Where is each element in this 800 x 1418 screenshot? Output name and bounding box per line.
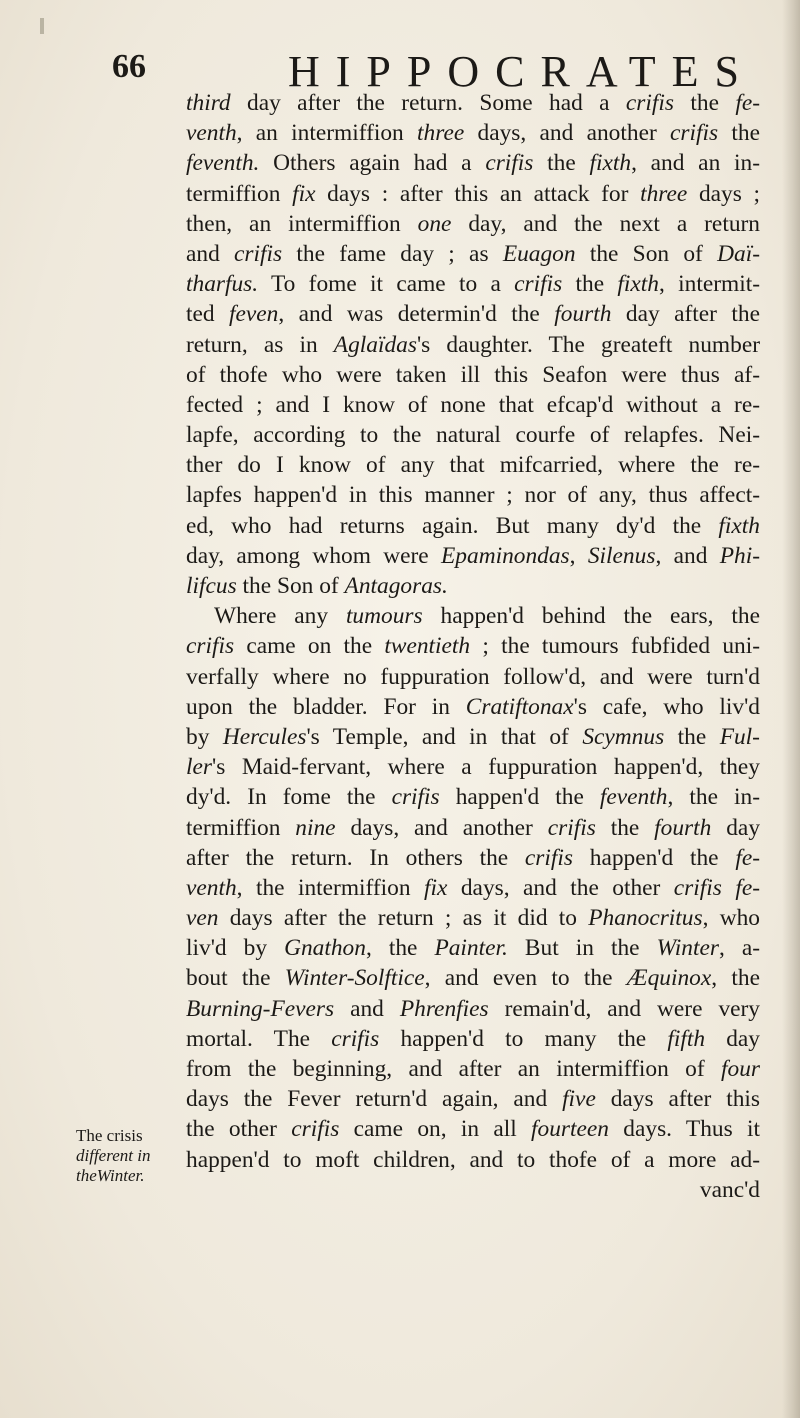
text-run: , the — [711, 965, 760, 992]
text-run: day, among whom were — [186, 542, 442, 569]
italic-word: crifis — [391, 784, 440, 811]
italic-word: crifis — [186, 633, 235, 660]
italic-word: Scymnus — [582, 723, 665, 750]
text-line — [186, 752, 760, 782]
text-line — [186, 782, 760, 812]
italic-word: crifis — [524, 844, 573, 871]
italic-word: three — [640, 180, 688, 207]
italic-word: Phrenfies — [399, 995, 489, 1022]
italic-word: third — [186, 90, 231, 116]
text-run: days after the return ; as it did to — [218, 905, 589, 932]
italic-word: Æquinox — [626, 965, 712, 992]
text-run: days ; — [687, 180, 761, 207]
body-text — [186, 88, 760, 1205]
text-run: , a- — [718, 935, 760, 962]
text-run: But in the — [507, 935, 657, 962]
italic-word: Silenus — [587, 542, 656, 569]
italic-word: four — [721, 1056, 760, 1082]
italic-word: Winter — [656, 935, 719, 962]
italic-word: ler — [186, 754, 212, 781]
text-line — [186, 511, 760, 541]
text-line — [186, 1054, 760, 1084]
text-line — [186, 299, 760, 329]
text-run: happen'd the — [573, 844, 736, 871]
text-run: fected ; and I know of none that efcap'd without a re- — [186, 391, 760, 418]
text-run: verfally where no fuppuration follow'd, and were turn'd — [186, 663, 760, 690]
text-run: from the beginning, and after an intermiffion of — [186, 1056, 721, 1082]
italic-word: three — [417, 120, 465, 147]
italic-word: venth — [186, 874, 237, 901]
italic-word: one — [417, 210, 452, 237]
text-run: days after this — [595, 1086, 760, 1113]
text-run: after the return. In others the — [186, 844, 525, 871]
text-line — [186, 118, 760, 148]
text-line — [186, 692, 760, 722]
text-run: then, an intermiffion — [186, 210, 418, 237]
text-run: came on the — [234, 633, 385, 660]
text-run: , — [569, 542, 588, 569]
italic-word: ven — [186, 905, 219, 932]
text-run: the fame day ; as — [282, 240, 503, 267]
italic-word: Ful- — [719, 723, 760, 750]
text-line — [186, 179, 760, 209]
text-line — [186, 722, 760, 752]
italic-word: Phi- — [719, 542, 760, 569]
text-run: days the Fever return'd again, and — [186, 1086, 563, 1113]
text-line — [186, 873, 760, 903]
text-line — [186, 903, 760, 933]
italic-word: crifis — [291, 1116, 340, 1143]
text-line — [186, 843, 760, 873]
italic-word: fixth — [617, 271, 659, 298]
italic-word: Aglaïdas — [333, 331, 417, 358]
italic-word: crifis — [673, 874, 722, 901]
margin-note-line: The crisis — [76, 1126, 143, 1145]
text-run: termiffion — [186, 814, 296, 841]
text-run: 's daughter. The greateft number — [416, 331, 760, 358]
italic-word: fourth — [654, 814, 712, 841]
text-run: days. Thus it — [609, 1116, 760, 1143]
text-run: To fome it came to a — [258, 271, 515, 298]
page-edge-shadow — [782, 0, 800, 1418]
italic-word: Hercules — [222, 723, 307, 750]
text-run: return, as in — [186, 331, 334, 358]
text-run: termiffion — [186, 180, 293, 207]
text-run: and — [334, 995, 400, 1022]
text-run: the — [595, 814, 655, 841]
text-run: days, and another — [464, 120, 671, 147]
italic-word: crifis — [514, 271, 563, 298]
text-run: , intermit- — [659, 271, 760, 298]
text-line — [186, 420, 760, 450]
text-run: the other — [186, 1116, 292, 1143]
italic-word: Epaminondas — [441, 542, 570, 569]
italic-word: fe- — [735, 874, 760, 901]
text-run: 's Temple, and in that of — [306, 723, 583, 750]
text-line — [186, 390, 760, 420]
text-line — [186, 239, 760, 269]
text-run: of thofe who were taken ill this Seafon were thus af- — [186, 361, 760, 388]
text-line — [186, 88, 760, 118]
italic-word: Daï- — [717, 240, 760, 267]
text-run: 's Maid-fervant, where a fuppuration happen'd, they — [211, 754, 760, 781]
text-run: happen'd behind the ears, the — [422, 603, 760, 630]
margin-note-line: different in — [76, 1146, 151, 1165]
text-run: Where any — [214, 603, 346, 630]
text-run: , and even to the — [424, 965, 627, 992]
text-run: and — [186, 240, 235, 267]
text-run: Others again had a — [259, 150, 486, 177]
margin-note — [76, 1126, 188, 1186]
italic-word: Painter. — [434, 935, 508, 962]
text-run: the — [718, 120, 760, 147]
italic-word: fix — [424, 874, 448, 901]
text-run: day — [705, 1025, 761, 1052]
italic-word: Winter-Solftice — [284, 965, 425, 992]
text-run: ther do I know of any that mifcarried, where the re- — [186, 452, 760, 479]
text-line — [186, 330, 760, 360]
text-run: the — [533, 150, 590, 177]
text-run: , an intermiffion — [236, 120, 418, 147]
italic-word: Euagon — [502, 240, 576, 267]
text-run: the — [562, 271, 618, 298]
text-line — [186, 269, 760, 299]
italic-word: nine — [295, 814, 336, 841]
text-run: the — [664, 723, 720, 750]
text-run: 's cafe, who liv'd — [573, 693, 760, 720]
text-run: day — [711, 814, 761, 841]
running-title: HIPPOCRATES — [288, 47, 755, 96]
text-line — [186, 1114, 760, 1144]
text-line — [186, 571, 760, 601]
page-margin-mark — [40, 18, 44, 34]
text-line — [186, 541, 760, 571]
text-run: remain'd, and were very — [488, 995, 761, 1022]
italic-word: fe- — [735, 90, 760, 116]
text-run: ted — [186, 301, 230, 328]
italic-word: crifis — [485, 150, 534, 177]
text-run — [722, 875, 735, 901]
italic-word: five — [562, 1086, 596, 1113]
text-line — [186, 631, 760, 661]
italic-word: crifis — [234, 240, 283, 267]
italic-word: fifth — [667, 1025, 706, 1052]
text-run: came on, in all — [339, 1116, 532, 1143]
text-run: , and was determin'd the — [278, 301, 555, 328]
italic-word: fixth — [718, 512, 760, 539]
italic-word: twentieth — [384, 633, 471, 660]
text-run: vanc'd — [699, 1176, 760, 1203]
text-run: upon the bladder. For in — [186, 693, 466, 720]
text-run: mortal. The — [186, 1025, 332, 1052]
text-run: , the intermiffion — [236, 874, 425, 901]
text-line — [186, 480, 760, 510]
italic-word: Cratiftonax — [465, 693, 574, 720]
text-run: happen'd to many the — [379, 1025, 668, 1052]
text-line — [186, 1145, 760, 1175]
text-run: days, and the other — [447, 874, 674, 901]
text-run: liv'd by — [186, 935, 285, 962]
italic-word: feventh — [599, 784, 668, 811]
italic-word: tharfus. — [186, 271, 259, 298]
text-run: happen'd to moft children, and to thofe of a more ad- — [186, 1146, 760, 1173]
text-line — [186, 994, 760, 1024]
text-line — [186, 601, 760, 631]
text-run: , the — [365, 935, 435, 962]
italic-word: crifis — [625, 90, 674, 116]
text-run: the Son of — [236, 573, 345, 599]
text-run: , and an in- — [631, 150, 760, 177]
text-run: ed, who had returns again. But many dy'd the — [186, 512, 719, 539]
text-line — [186, 963, 760, 993]
text-line — [186, 450, 760, 480]
italic-word: fourth — [554, 301, 612, 328]
text-run: day, and the next a return — [451, 210, 760, 237]
text-run: , the in- — [667, 784, 760, 811]
text-run: bout the — [186, 965, 285, 992]
text-run: the Son of — [575, 240, 718, 267]
text-line — [186, 148, 760, 178]
text-run: day after the — [611, 301, 760, 328]
italic-word: crifis — [547, 814, 596, 841]
text-line — [186, 1175, 760, 1205]
italic-word: lifcus — [186, 573, 237, 599]
italic-word: Gnathon — [284, 935, 366, 962]
italic-word: Burning-Fevers — [186, 995, 335, 1022]
text-run: days, and another — [335, 814, 548, 841]
italic-word: venth — [186, 120, 237, 147]
text-run: , and — [655, 542, 720, 569]
italic-word: crifis — [670, 120, 719, 147]
text-line — [186, 360, 760, 390]
text-line — [186, 209, 760, 239]
text-line — [186, 1084, 760, 1114]
italic-word: fe- — [735, 844, 760, 871]
text-run: the — [674, 90, 736, 116]
text-run: by — [186, 723, 223, 750]
italic-word: fourteen — [531, 1116, 609, 1143]
italic-word: feventh. — [186, 150, 260, 177]
text-line — [186, 1024, 760, 1054]
italic-word: fixth — [589, 150, 632, 177]
text-line — [186, 933, 760, 963]
text-line — [186, 662, 760, 692]
text-run: , who — [702, 905, 760, 932]
text-run: day after the return. Some had a — [230, 90, 626, 116]
margin-note-line: theWinter. — [76, 1166, 145, 1185]
text-run: dy'd. In fome the — [186, 784, 392, 811]
text-run: lapfes happen'd in this manner ; nor of any, thus affect- — [186, 482, 760, 509]
text-run: days : after this an attack for — [315, 180, 641, 207]
text-line — [186, 813, 760, 843]
text-run: ; the tumours fubfided uni- — [470, 633, 761, 660]
page-number: 66 — [112, 48, 146, 85]
italic-word: Antagoras. — [344, 573, 448, 599]
italic-word: tumours — [345, 603, 423, 630]
italic-word: fix — [292, 180, 316, 207]
italic-word: crifis — [331, 1025, 380, 1052]
italic-word: Phanocritus — [588, 905, 703, 932]
italic-word: feven — [229, 301, 279, 328]
text-run: happen'd the — [439, 784, 600, 811]
text-run: lapfe, according to the natural courfe of relapfes. Nei- — [186, 422, 760, 449]
